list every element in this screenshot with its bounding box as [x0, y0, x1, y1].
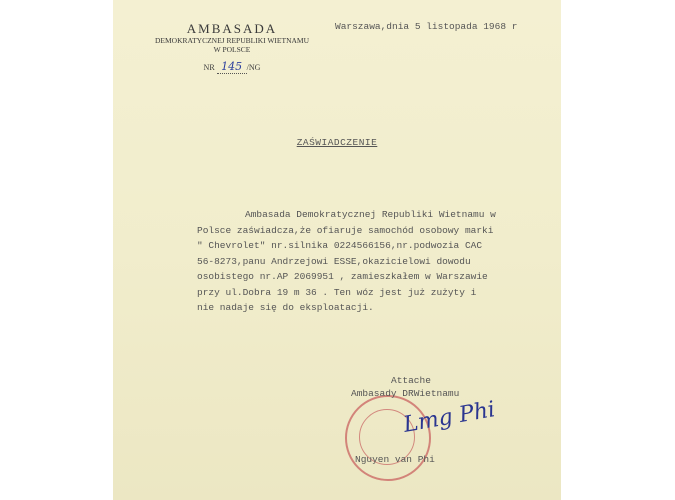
letterhead-title: AMBASADA [186, 21, 278, 36]
body-line: przy ul.Dobra 19 m 36 . Ten wóz jest już zużyty i [197, 286, 477, 298]
embassy-stamp-icon [345, 395, 431, 481]
body-line: 56-8273,panu Andrzejowi ESSE,okazicielowi dowodu [197, 255, 471, 267]
document-body [197, 207, 549, 316]
body-line: " Chevrolet" nr.silnika 0224566156,nr.podwozia CAC [197, 240, 483, 251]
handwritten-signature: Lmg Phi [401, 397, 498, 438]
signatory-org: Ambasady DRWietnamu [351, 388, 460, 399]
nr-suffix: /NG [246, 63, 261, 72]
body-line: osobistego nr.AP 2069951 , zamieszkałem w Warszawie [197, 271, 488, 282]
document-date: Warszawa,dnia 5 listopada 1968 r [335, 21, 518, 32]
body-line: nie nadaje się do eksploatacji. [197, 302, 374, 313]
signatory-role: Attache [391, 375, 431, 386]
body-line: Polsce zaświadcza,że ofiaruje samochód osobowy marki [197, 224, 494, 236]
document-title: ZAŚWIADCZENIE [296, 137, 378, 148]
reference-number [137, 60, 327, 74]
letterhead-line2: W POLSCE [213, 45, 251, 54]
body-line: Ambasada Demokratycznej Republiki Wietnamu w [245, 209, 496, 220]
signatory-name: Nguyen van Phi [355, 454, 435, 465]
nr-prefix: NR [203, 63, 215, 72]
nr-value: 145 [217, 60, 247, 74]
letterhead-line1: DEMOKRATYCZNEJ REPUBLIKI WIETNAMU [154, 36, 310, 45]
embassy-letterhead [137, 22, 327, 74]
document-page [113, 0, 561, 500]
